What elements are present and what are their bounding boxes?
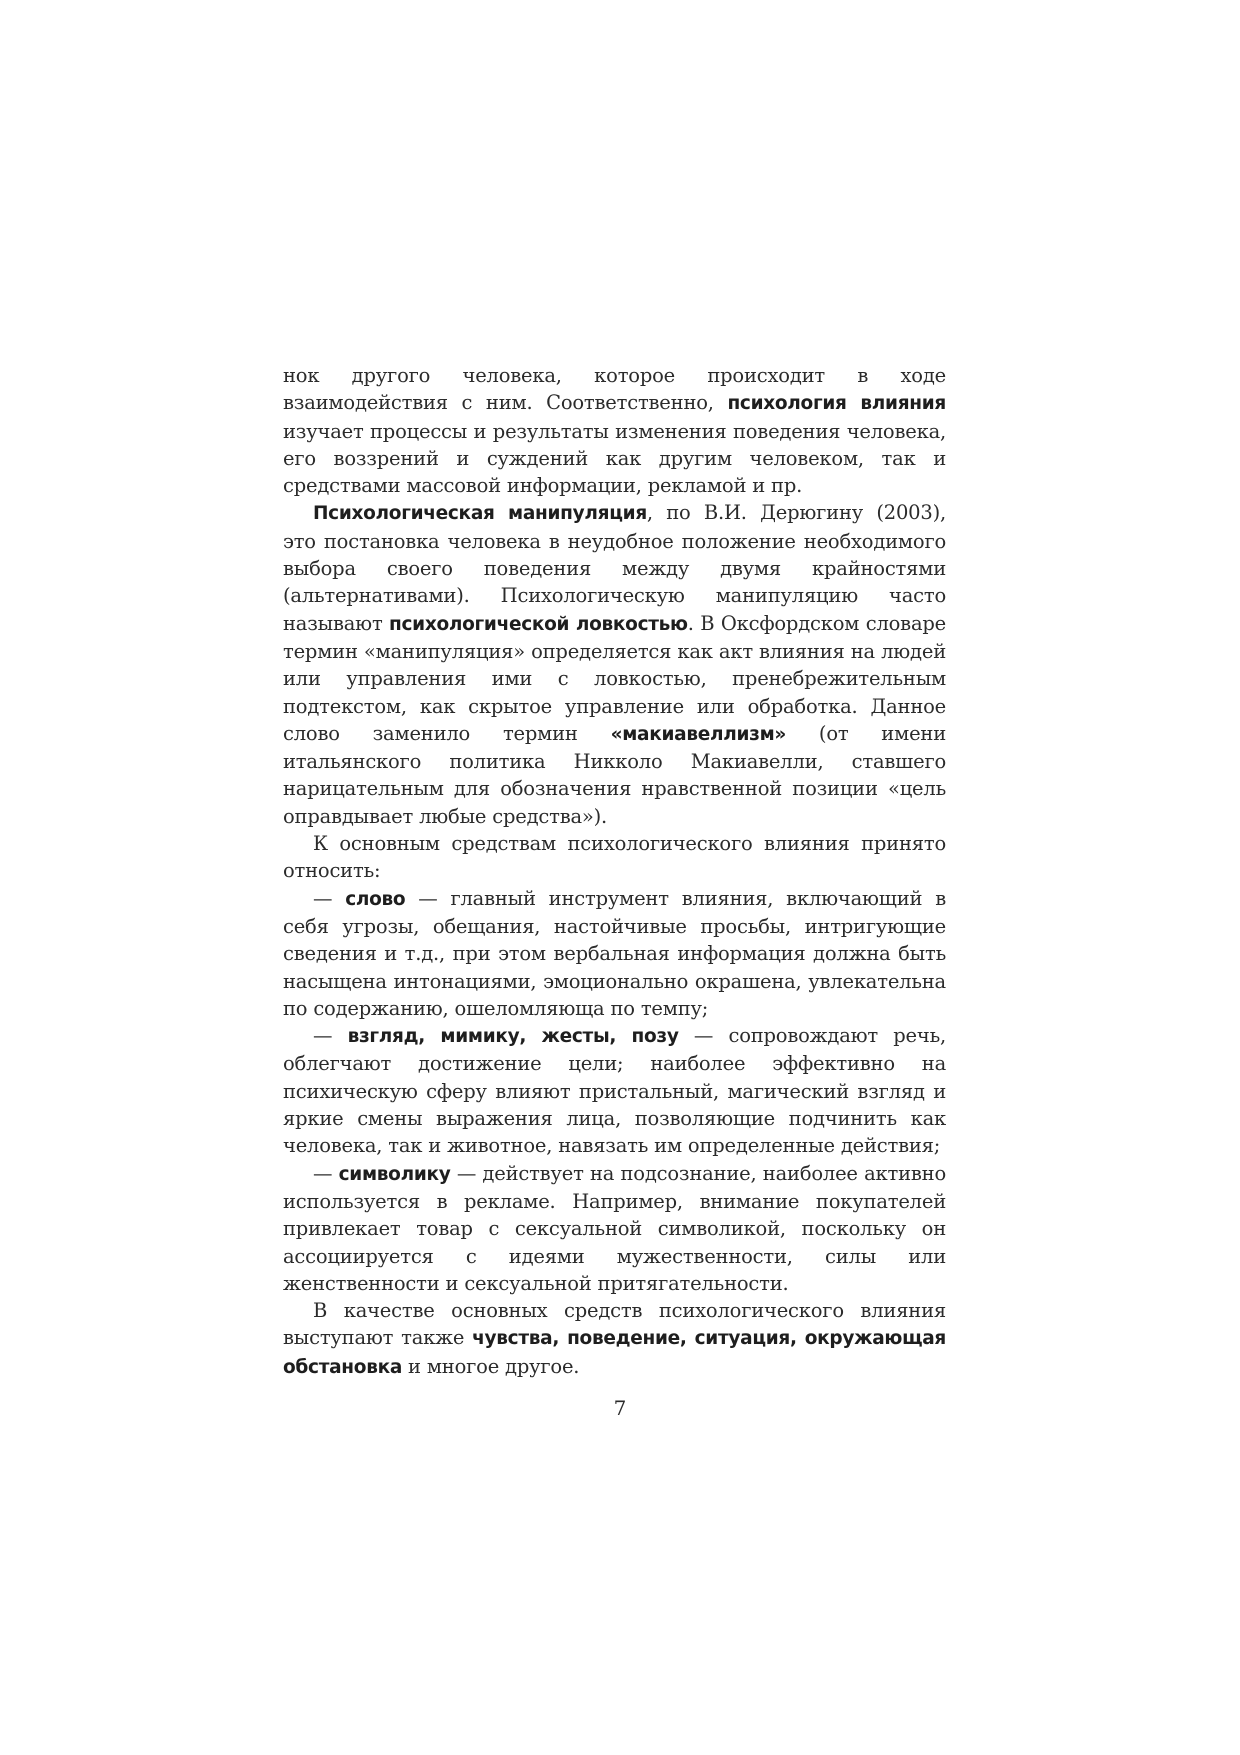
text-run: и многое другое.: [402, 1354, 580, 1378]
text-run: , по В.И. Дерюгину (2003), это постановка человека в неудобное положение необходимого выбора своего поведения между двумя крайностями (альтернативами). Психологическую манипуляцию часто называют: [283, 501, 946, 635]
term-feelings-behavior-situation: чувства, поведение, ситуация, окружающая обстановка: [283, 1328, 946, 1378]
text-run: (от имени итальянского политика Никколо Макиавелли, ставшего нарицательным для обозначения нравственной позиции «цель оправдывает любые средства»).: [283, 721, 947, 828]
dash: —: [313, 1161, 339, 1185]
text-run: К основным средствам психологического влияния принято относить:: [283, 832, 946, 883]
body-text: [283, 362, 946, 1381]
term-psychological-manipulation: Психологическая манипуляция: [313, 503, 647, 525]
paragraph-other-means: [283, 1297, 946, 1381]
dash: —: [313, 1024, 348, 1048]
paragraph-manipulation: [283, 499, 946, 830]
term-psychological-dexterity: психологической ловкостью: [389, 613, 688, 635]
text-run: В качестве основных средств психологического влияния выступают также: [283, 1299, 946, 1350]
term-machiavellianism: «макиавеллизм»: [610, 723, 787, 745]
term-psychology-of-influence: психология влияния: [727, 393, 946, 415]
text-run: — главный инструмент влияния, включающий в себя угрозы, обещания, настойчивые просьбы, интригующие сведения и т.д., при этом вербальная информация должна быть насыщена интонациями, эмоционально окрашена, увлекательна по содержанию, ошеломляюща по темпу;: [283, 886, 946, 1020]
text-run: изучает процессы и результаты изменения поведения человека, его воззрений и суждений как другим человеком, так и средствами массовой информации, рекламой и пр.: [283, 419, 946, 498]
list-item-symbolism: [283, 1160, 946, 1297]
paragraph-means-intro: [283, 830, 946, 885]
term-word: слово: [345, 888, 406, 910]
paragraph-intro-continuation: [283, 362, 946, 499]
text-run: — действует на подсознание, наиболее активно используется в рекламе. Например, внимание покупателей привлекает товар с сексуальной символикой, поскольку он ассоциируется с идеями мужественности, силы или женственности и сексуальной притягательности.: [283, 1161, 946, 1295]
text-run: . В Оксфордском словаре термин «манипуляция» определяется как акт влияния на людей или управления ими с ловкостью, пренебрежительным подтекстом, как скрытое управление или обработка. Данное слово заменило термин: [283, 611, 946, 745]
list-item-gaze: [283, 1022, 946, 1159]
dash: —: [313, 886, 346, 910]
term-gaze-mimics-gestures-pose: взгляд, мимику, жесты, позу: [347, 1026, 679, 1048]
text-run: нок другого человека, которое происходит в ходе взаимодействия с ним. Соответственно,: [283, 364, 946, 415]
term-symbolism: символику: [338, 1163, 451, 1185]
text-run: — сопровождают речь, облегчают достижение цели; наиболее эффективно на психическую сферу влияют пристальный, магический взгляд и яркие смены выражения лица, позволяющие подчинить как человека, так и животное, навязать им определенные действия;: [283, 1024, 946, 1158]
list-item-word: [283, 885, 946, 1022]
page-number: 7: [613, 1396, 627, 1420]
